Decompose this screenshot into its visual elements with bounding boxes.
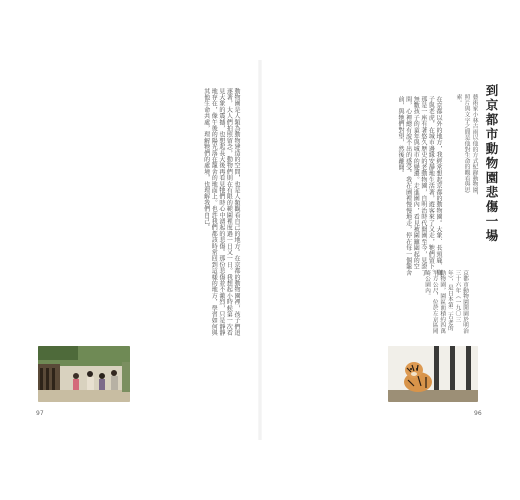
article-intro: 藝術家小林古雨以他的方式紀錄動物園，照片與文字之間是他對生命的觀看與思索。	[455, 94, 477, 199]
tiger-photo	[388, 346, 478, 402]
zoo-visitors-photo	[38, 346, 130, 402]
article-title: 到京都市動物園悲傷一場	[484, 84, 499, 244]
left-body-text: 動物園是人類為動物建造的空間，也是人類觀看自己的地方。在京都的動物園裡，孩子們追逐著，大人們拍照留念，動物們則在有限的範圍裡度過一日又一日。我想起小時候第一次看見大象的震撼，也想起長大後再看見牠們時心中湧起的悲傷。那份悲傷並不激烈，只是靜靜地存在，像午後的陽光落在籠舍的地面上。也許我們都該時常回到這樣的地方，學習如何與其他生命共處，理解牠們的處境，也理解我們自己。	[202, 88, 240, 336]
right-page-number: 96	[474, 410, 482, 417]
right-page	[260, 0, 520, 500]
right-notes-text: 京都市動物園開園於明治三十六年（一九〇三年），是日本第二古老的動物園，園區面積約四萬平方公尺，位於左京區岡崎公園內。	[424, 270, 468, 334]
right-body-text: 在京都以外的地方，我經常想起京都的動物園。大象、長頸鹿、獅子與老虎，在城市邊緣安靜地生活著，遊客來了又走，牠們留下。那是一座有著悠久歷史的老動物園，自明治時代開園至今，見證了無數孩子的童年與城市的變遷。走進園內，看見被圍籬圍起的空間，心裡總有說不出的感受。我在園裡慢慢地走，停在每一個籠舍前，與牠們對望，然後離開。	[397, 96, 442, 276]
left-page-number: 97	[36, 410, 44, 417]
